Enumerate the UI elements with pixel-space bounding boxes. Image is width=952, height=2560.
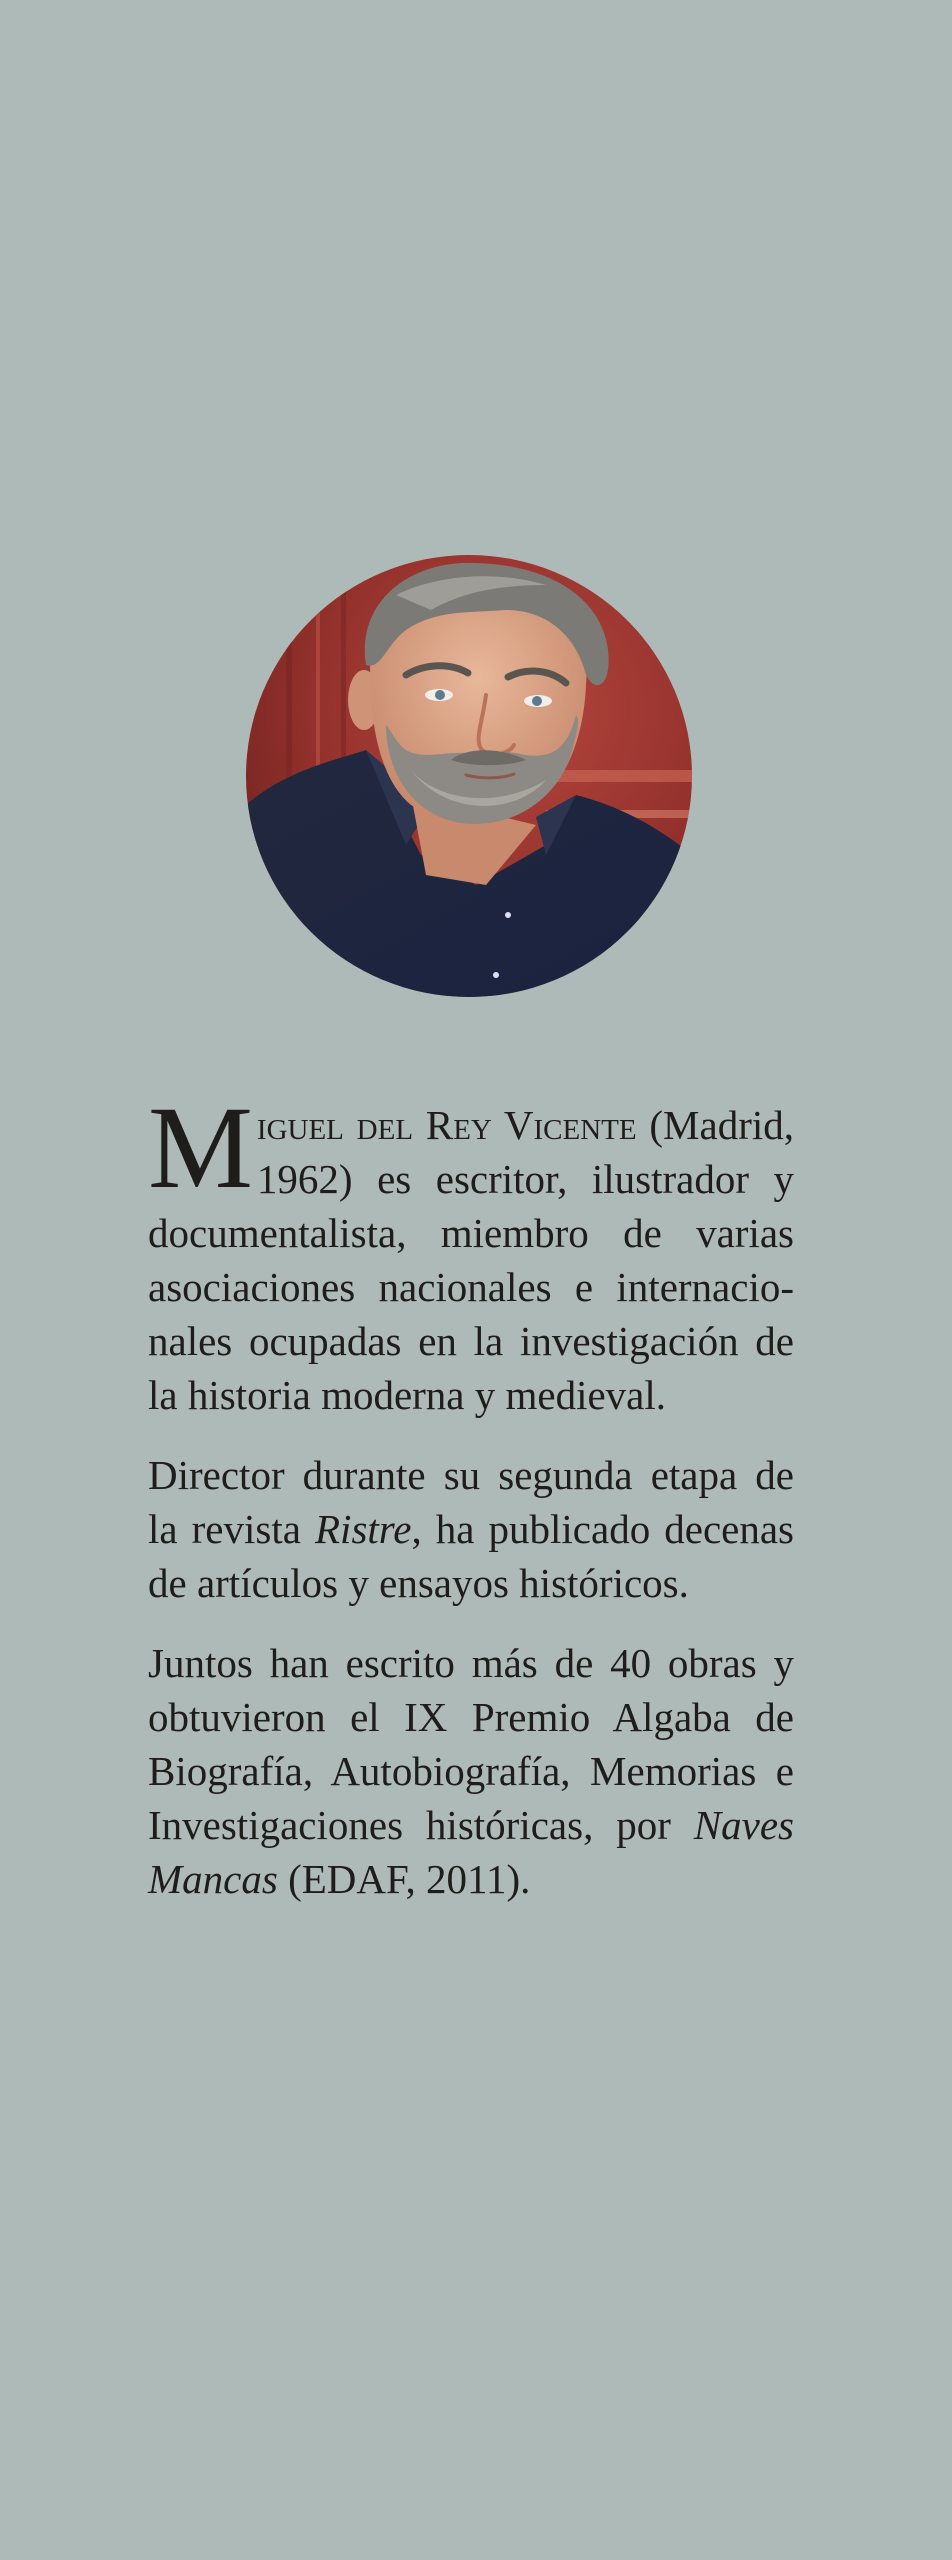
bio-paragraph-1: [148, 1082, 794, 1422]
bio-paragraph-3: [148, 1636, 794, 1906]
bio-paragraph-3-text-before: Juntos han escrito más de 40 obras y obtuvieron el IX Premio Algaba de Biografía, Autobiografía, Memorias e Investigaciones históricas, por: [148, 1640, 794, 1848]
bio-paragraph-2-text-before: Director durante su segunda etapa de la revista: [148, 1452, 794, 1552]
bio-paragraph-3-text-after: (EDAF, 2011).: [277, 1856, 531, 1902]
drop-cap: M: [148, 1082, 253, 1213]
author-portrait: [246, 555, 692, 997]
bio-paragraph-2-text-after: , ha publicado decenas de artículos y ensayos históricos.: [148, 1506, 794, 1606]
author-bio: [148, 1082, 794, 1906]
bio-paragraph-1-text: (Madrid, 1962) es escritor, ilustrador y documentalista, miembro de varias asociaciones nacionales e internacionales ocupadas en la investigación de la historia moderna y medieval.: [148, 1102, 794, 1418]
book-title: Naves Mancas: [148, 1802, 794, 1902]
magazine-title: Ristre: [315, 1506, 412, 1552]
author-photo-icon: [246, 555, 692, 997]
author-name: iguel del Rey Vicente: [256, 1102, 637, 1148]
bio-paragraph-2: [148, 1448, 794, 1610]
